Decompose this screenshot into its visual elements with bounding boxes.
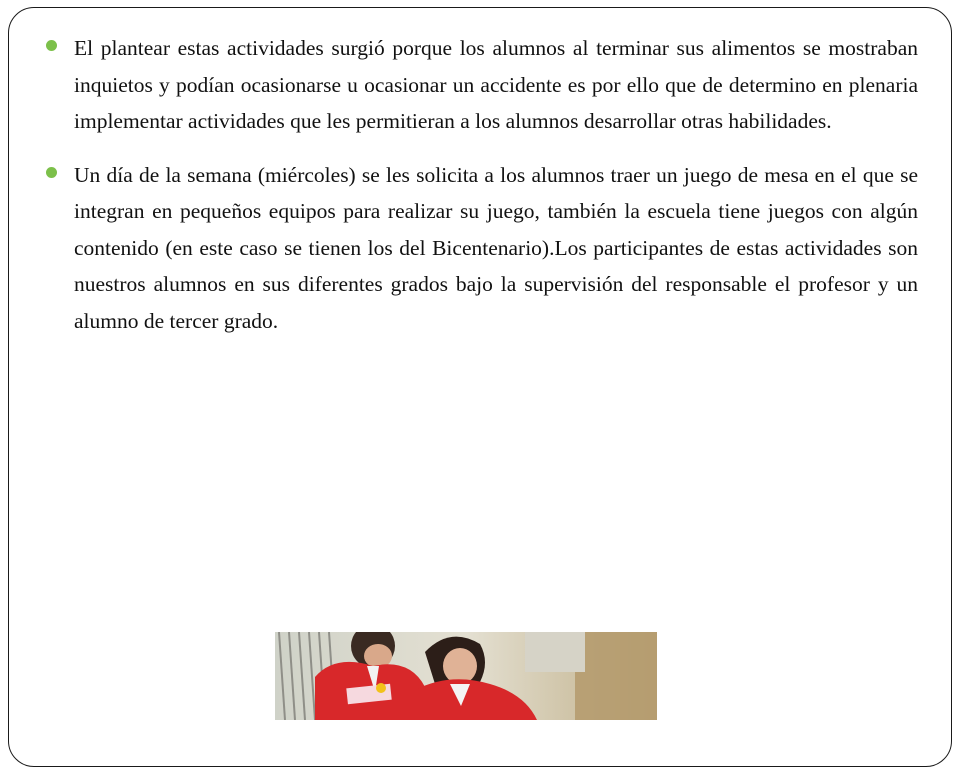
students-photo-image <box>275 632 657 720</box>
bullet-item <box>46 30 918 140</box>
bullet-dot-icon <box>46 40 57 51</box>
bullet-text: Un día de la semana (miércoles) se les solicita a los alumnos traer un juego de mesa en el que se integran en pequeños equipos para realizar su juego, también la escuela tiene juegos con algún contenido (en este caso se tienen los del Bicentenario).Los participantes de estas actividades son nuestros alumnos en sus diferentes grados bajo la supervisión del responsable el profesor y un alumno de tercer grado. <box>74 162 918 333</box>
slide-content <box>46 30 918 356</box>
students-photo <box>275 632 657 720</box>
bullet-item <box>46 157 918 340</box>
bullet-dot-icon <box>46 167 57 178</box>
bullet-text: El plantear estas actividades surgió porque los alumnos al terminar sus alimentos se mostraban inquietos y podían ocasionarse u ocasionar un accidente es por ello que de determino en plenaria implementar actividades que les permitieran a los alumnos desarrollar otras habilidades. <box>74 36 918 133</box>
